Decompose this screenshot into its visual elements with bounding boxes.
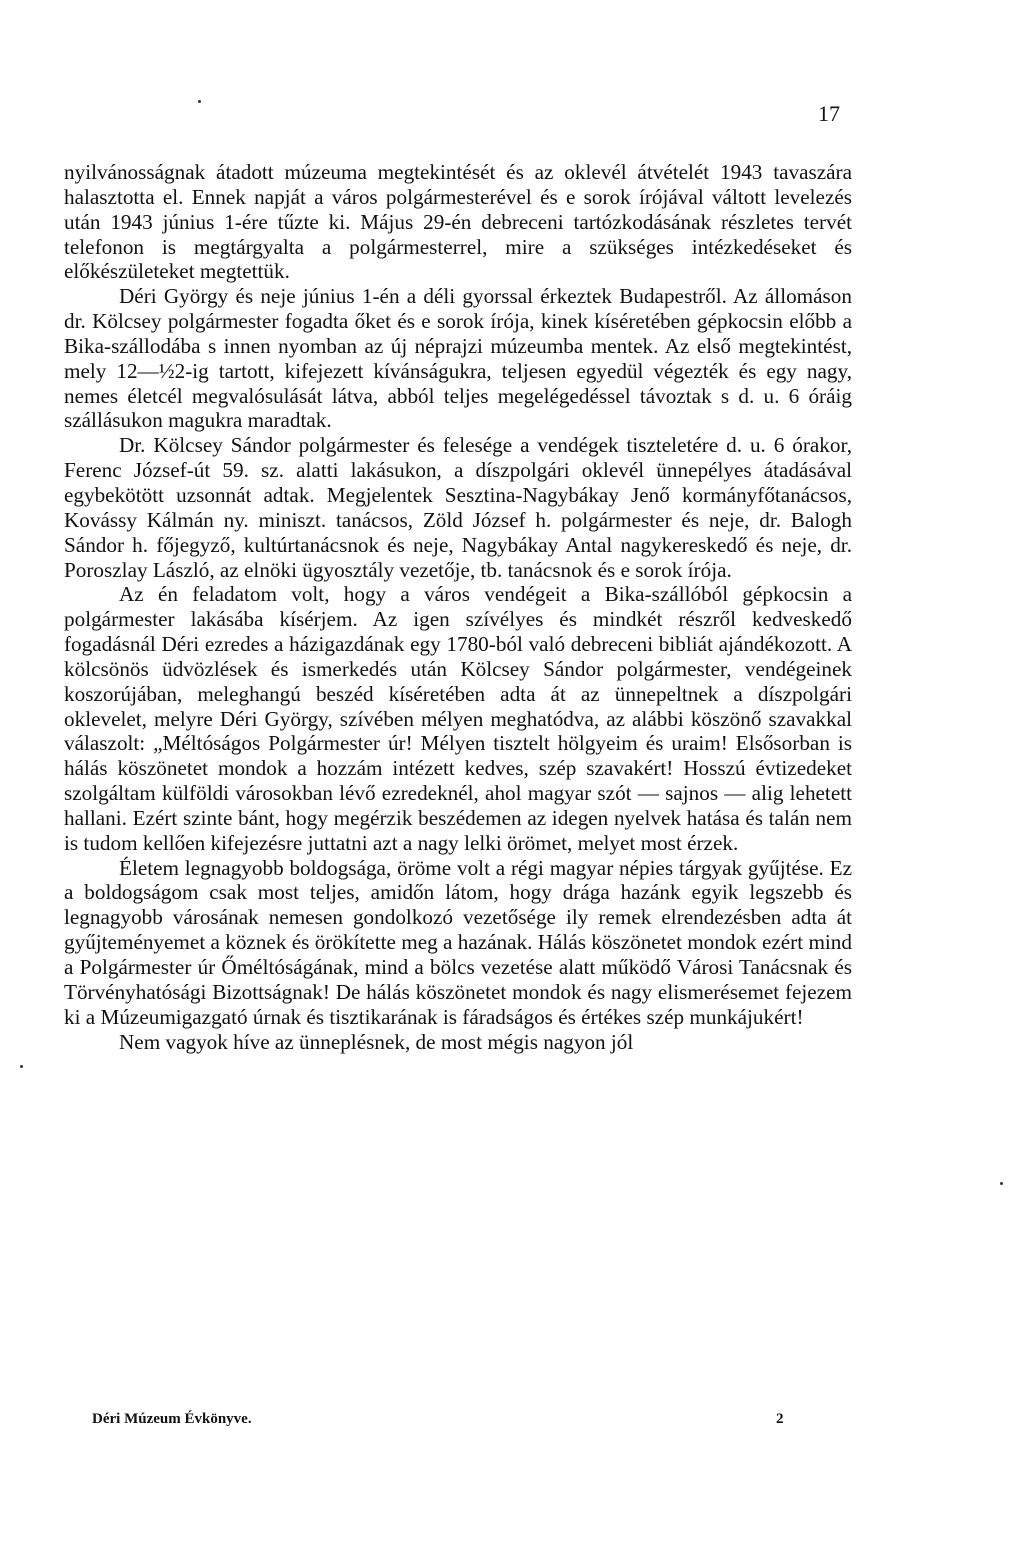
page-number: 17 <box>818 101 840 126</box>
paragraph-4: Az én feladatom volt, hogy a város vendégeit a Bika-szállóból gépkocsin a polgármester lakásába kísérjem. Az igen szívélyes és mindkét részről kedveskedő fogadásnál Déri ezredes a házigazdának egy 1780-ból való debreceni bibliát ajándékozott. A kölcsönös üdvözlések és ismerkedés után Kölcsey Sándor polgármester, vendégeinek koszorújában, meleghangú beszéd kíséretében adta át az ünnepeltnek a díszpolgári oklevelet, melyre Déri György, szívében mélyen meghatódva, az alábbi köszönő szavakkal válaszolt: „Méltóságos Polgármester úr! Mélyen tisztelt hölgyeim és uraim! Elsősorban is hálás köszönetet mondok a hozzám intézett kedves, szép szavakért! Hosszú évtizedeket szolgáltam külföldi városokban lévő ezredeknél, ahol magyar szót — sajnos — alig lehetett hallani. Ezért szinte bánt, hogy megérzik beszédemen az idegen nyelvek hatása és talán nem is tudom kellően kifejezésre juttatni azt a nagy lelki örömet, melyet most érzek. <box>64 582 852 855</box>
paragraph-1: nyilvánosságnak átadott múzeuma megtekintését és az oklevél átvételét 1943 tavaszára halasztotta el. Ennek napját a város polgármesterével és e sorok írójával váltott levelezés után 1943 június 1-ére tűzte ki. Május 29-én debreceni tartózkodásának részletes tervét telefonon is megtárgyalta a polgármesterrel, mire a szükséges intézkedéseket és előkészületeket megtettük. <box>64 160 852 284</box>
paragraph-3: Dr. Kölcsey Sándor polgármester és felesége a vendégek tiszteletére d. u. 6 órakor, Ferenc József-út 59. sz. alatti lakásukon, a díszpolgári oklevél ünnepélyes átadásával egybekötött uzsonnát adtak. Megjelentek Sesztina-Nagybákay Jenő kormányfőtanácsos, Kovássy Kálmán ny. miniszt. tanácsos, Zöld József h. polgármester és neje, dr. Balogh Sándor h. főjegyző, kultúrtanácsnok és neje, Nagybákay Antal nagykereskedő és neje, dr. Poroszlay László, az elnöki ügyosztály vezetője, tb. tanácsnok és e sorok írója. <box>64 433 852 582</box>
scan-speck <box>20 1065 23 1068</box>
scan-speck <box>1000 1182 1003 1185</box>
scan-speck <box>198 100 201 103</box>
paragraph-2: Déri György és neje június 1-én a déli gyorssal érkeztek Budapestről. Az állomáson dr. Kölcsey polgármester fogadta őket és e sorok írója, kinek kíséretében gépkocsin előbb a Bika-szállodába s innen nyomban az új néprajzi múzeumba mentek. Az első megtekintést, mely 12—½2-ig tartott, kifejezett kívánságukra, teljesen egyedül végezték és egy nagy, nemes életcél megvalósulását látva, abból teljes megelégedéssel távoztak s d. u. 6 óráig szállásukon magukra maradtak. <box>64 284 852 433</box>
body-text <box>64 160 852 1054</box>
paragraph-6: Nem vagyok híve az ünneplésnek, de most mégis nagyon jól <box>119 1029 634 1054</box>
footer-title: Déri Múzeum Évkönyve. <box>92 1411 252 1427</box>
paragraph-5: Életem legnagyobb boldogsága, öröme volt a régi magyar népies tárgyak gyűjtése. Ez a boldogságom csak most teljes, amidőn látom, hogy drága hazánk egyik legszebb és legnagyobb városának nemesen gondolkozó vezetősége ily remek elrendezésben adta át gyűjteményemet a köznek és örökítette meg a hazának. Hálás köszönetet mondok ezért mind a Polgármester úr Őméltóságának, mind a bölcs vezetése alatt működő Városi Tanácsnak és Törvényhatósági Bizottságnak! De hálás köszönetet mondok és nagy elismerésemet fejezem ki a Múzeumigazgató úrnak és tisztikarának is fáradságos és értékes szép munkájukért! <box>64 855 852 1029</box>
footer-signature-mark: 2 <box>776 1411 784 1427</box>
